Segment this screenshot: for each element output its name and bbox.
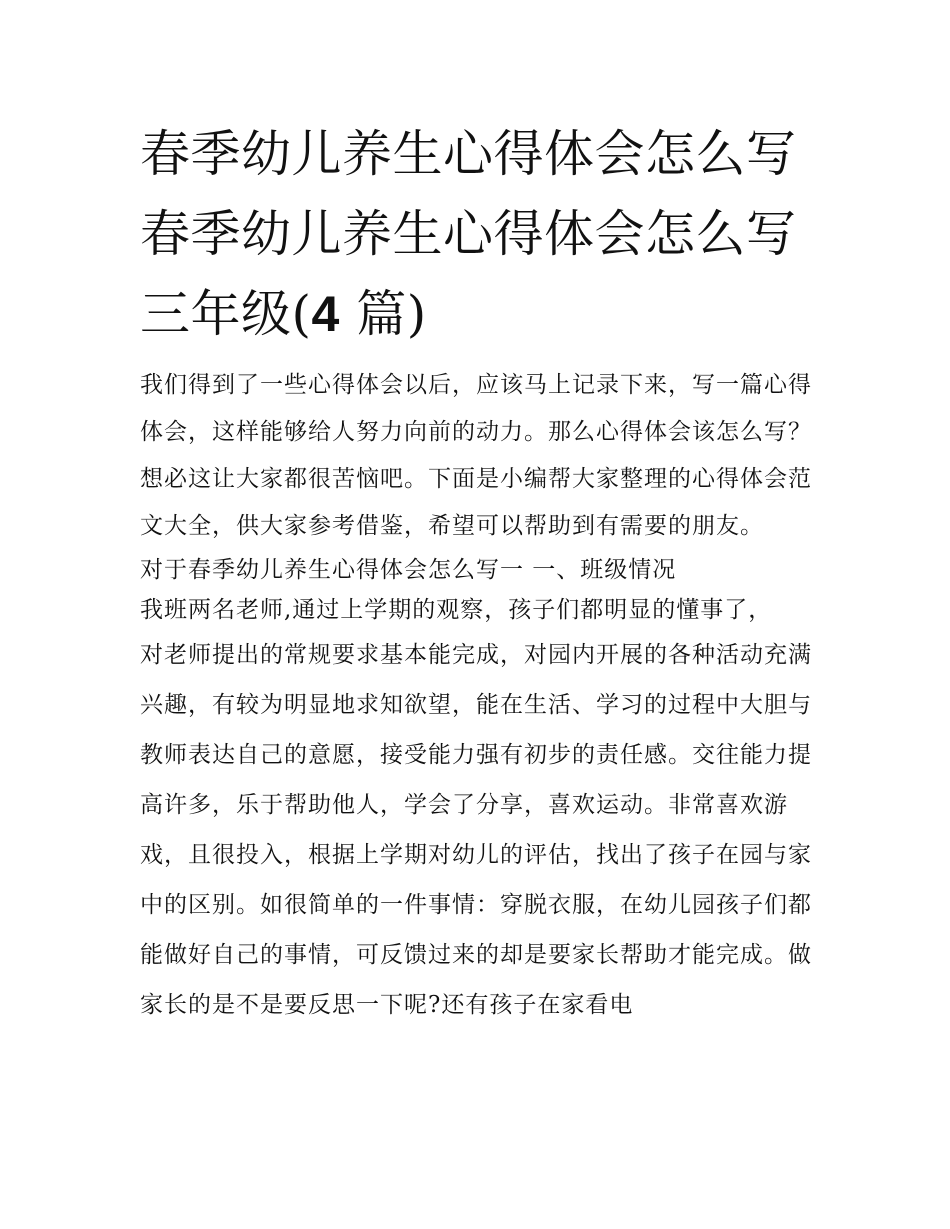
section-body-paragraph: 对老师提出的常规要求基本能完成，对园内开展的各种活动充满兴趣，有较为明显地求知欲望，能在生活、学习的过程中大胆与教师表达自己的意愿，接受能力强有初步的责任感。交往能力提高许多，乐于帮助他人，学会了分享，喜欢运动。非常喜欢游戏，且很投入，根据上学期对幼儿的评估，找出了孩子在园与家中的区别。如很简单的一件事情：穿脱衣服，在幼儿园孩子们都能做好自己的事情，可反馈过来的却是要家长帮助才能完成。做家长的是不是要反思一下呢?还有孩子在家看电 xyxy=(140,642,812,1018)
title-main: 春季幼儿养生心得体会怎么写春季幼儿养生心得体会怎么写三年级( xyxy=(140,125,797,343)
document-page xyxy=(140,114,820,1030)
section-heading: 对于春季幼儿养生心得体会怎么写一 一、班级情况 xyxy=(140,557,677,583)
title-tail: 篇) xyxy=(339,285,427,343)
title-number: 4 xyxy=(311,286,340,342)
section-lead-line: 我班两名老师,通过上学期的观察，孩子们都明显的懂事了， xyxy=(140,597,773,623)
document-title xyxy=(140,114,820,354)
intro-paragraph: 我们得到了一些心得体会以后，应该马上记录下来，写一篇心得体会，这样能够给人努力向前的动力。那么心得体会该怎么写？想必这让大家都很苦恼吧。下面是小编帮大家整理的心得体会范文大全，供大家参考借鉴，希望可以帮助到有需要的朋友。 xyxy=(140,372,812,539)
